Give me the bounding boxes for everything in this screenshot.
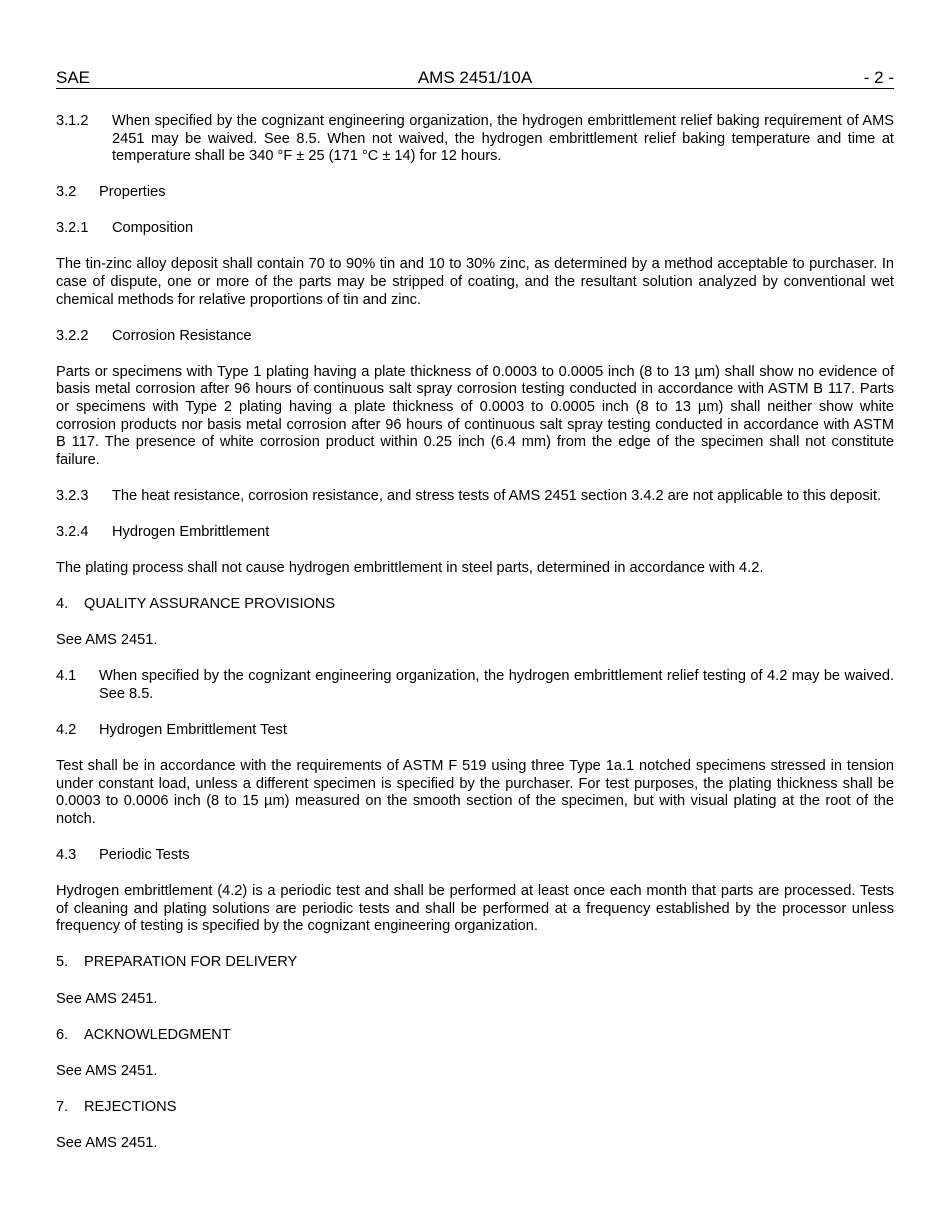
hydrogen-embrittlement-paragraph: The plating process shall not cause hydrogen embrittlement in steel parts, determined in accordance with 4.2. — [56, 560, 764, 577]
delivery-paragraph: See AMS 2451. — [56, 990, 158, 1007]
section-number: 3.2 — [56, 184, 77, 201]
section-text: The heat resistance, corrosion resistance, and stress tests of AMS 2451 section 3.4.2 are not applicable to this deposit. — [112, 487, 882, 504]
section-number: 7. — [56, 1098, 69, 1115]
section-title: ACKNOWLEDGMENT — [84, 1026, 231, 1043]
header-doc-number: AMS 2451/10A — [417, 68, 533, 87]
section-title: Hydrogen Embrittlement — [112, 524, 270, 540]
periodic-tests-paragraph: Hydrogen embrittlement (4.2) is a periodic test and shall be performed at least once each month that parts are processed. Tests of cleaning and plating solutions are periodic tests and shall be performed at a frequency established by the processor unless frequency of testing is specified by the cognizant engineering organization. — [56, 883, 894, 935]
acknowledgment-paragraph: See AMS 2451. — [56, 1062, 158, 1079]
section-text: When specified by the cognizant engineering organization, the hydrogen embrittlement relief testing of 4.2 may be waived. See 8.5. — [99, 668, 894, 702]
section-number: 4. — [56, 596, 69, 613]
section-text: When specified by the cognizant engineering organization, the hydrogen embrittlement relief baking requirement of AMS 2451 may be waived. See 8.5. When not waived, the hydrogen embrittlement relief baking temperature and time at temperature shall be 340 °F ± 25 (171 °C ± 14) for 12 hours. — [112, 113, 894, 165]
section-title: Hydrogen Embrittlement Test — [99, 722, 287, 739]
section-title: Corrosion Resistance — [112, 327, 252, 344]
section-number: 3.2.1 — [56, 220, 89, 237]
embrittlement-test-paragraph: Test shall be in accordance with the requirements of ASTM F 519 using three Type 1a.1 notched specimens stressed in tension under constant load, unless a different specimen is specified by the purchaser. For test purposes, the plating thickness shall be 0.0003 to 0.0006 inch (8 to 15 µm) measured on the smooth section of the specimen, but with visual plating at the root of the notch. — [56, 758, 894, 827]
section-number: 3.1.2 — [56, 113, 89, 129]
section-5-heading — [56, 954, 894, 972]
section-4-1 — [56, 668, 894, 703]
section-4-3-heading — [56, 847, 894, 865]
section-title: Composition — [112, 220, 194, 237]
qa-provisions-paragraph: See AMS 2451. — [56, 632, 158, 649]
header-page-number: - 2 - — [863, 68, 894, 87]
section-6-heading — [56, 1027, 894, 1045]
section-number: 3.2.4 — [56, 524, 89, 540]
composition-paragraph: The tin-zinc alloy deposit shall contain 70 to 90% tin and 10 to 30% zinc, as determined by a method acceptable to purchaser. In case of dispute, one or more of the parts may be stripped of coating, and the resultant solution analyzed by conventional wet chemical methods for relative proportions of tin and zinc. — [56, 256, 894, 308]
section-7-heading — [56, 1099, 894, 1117]
section-title: Periodic Tests — [99, 847, 190, 864]
section-number: 4.2 — [56, 722, 77, 739]
section-number: 4.1 — [56, 668, 77, 685]
header-org: SAE — [56, 68, 91, 87]
section-number: 3.2.3 — [56, 487, 89, 504]
section-title: PREPARATION FOR DELIVERY — [84, 954, 298, 971]
section-title: REJECTIONS — [84, 1098, 177, 1115]
section-number: 4.3 — [56, 847, 77, 864]
section-4-heading — [56, 596, 894, 614]
page-header — [56, 68, 894, 89]
section-3-2-3 — [56, 488, 894, 506]
section-number: 5. — [56, 954, 69, 971]
section-3-2-heading — [56, 184, 894, 202]
section-3-2-1-heading — [56, 220, 894, 238]
document-page — [56, 68, 894, 1152]
section-number: 6. — [56, 1026, 69, 1043]
section-3-1-2 — [56, 113, 894, 166]
section-3-2-2-heading — [56, 328, 894, 346]
section-number: 3.2.2 — [56, 327, 89, 344]
section-title: QUALITY ASSURANCE PROVISIONS — [84, 596, 336, 613]
section-4-2-heading — [56, 722, 894, 740]
section-title: Properties — [99, 184, 166, 201]
corrosion-resistance-paragraph: Parts or specimens with Type 1 plating having a plate thickness of 0.0003 to 0.0005 inch (8 to 13 µm) shall show no evidence of basis metal corrosion after 96 hours of continuous salt spray corrosion testing conducted in accordance with ASTM B 117. Parts or specimens with Type 2 plating having a plate thickness of 0.0003 to 0.0005 inch (8 to 13 µm) shall neither show white corrosion products nor basis metal corrosion after 96 hours of continuous salt spray testing conducted in accordance with ASTM B 117. The presence of white corrosion product within 0.25 inch (6.4 mm) from the edge of the specimen shall not constitute failure. — [56, 363, 894, 468]
section-3-2-4-heading — [56, 524, 894, 542]
rejections-paragraph: See AMS 2451. — [56, 1134, 158, 1151]
